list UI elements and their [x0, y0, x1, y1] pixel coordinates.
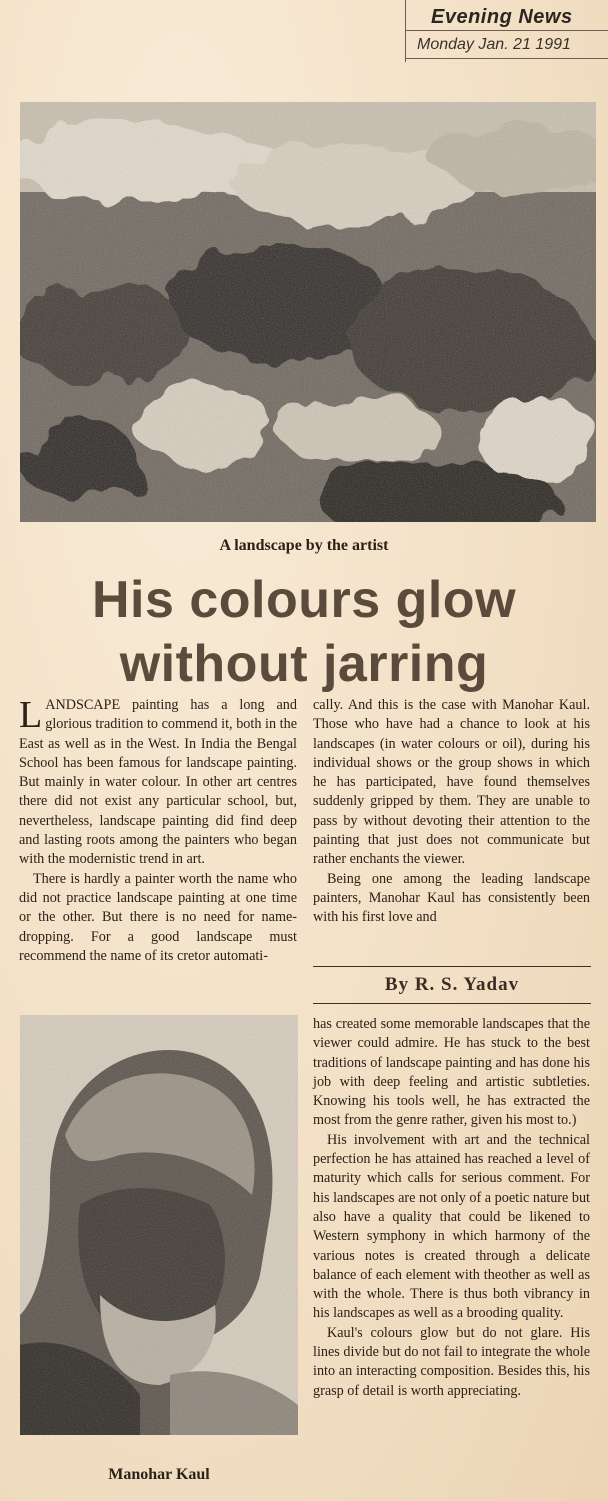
byline-rule-bottom — [313, 1003, 591, 1004]
headline-line-1: His colours glow — [91, 571, 517, 629]
landscape-photo — [20, 102, 596, 522]
paragraph-5: Kaul's colours glow but do not glare. His lines divide but do not fail to integrate the whole into an interacting composition. Besides this, his grasp of detail is worth appreciating. — [313, 1324, 590, 1399]
newspaper-name: Evening News — [431, 6, 573, 28]
paragraph-1-text: ANDSCAPE painting has a long and glorious tradition to commend it, both in the East as well as in the West. In India the Bengal School has been famous for landscape painting. But mainly in water colour. In other art centres there did not exist any particular school, but, nevertheless, landscape painting did find deep and lasting roots among the painters who began with the modernistic trend in art. — [19, 697, 297, 868]
portrait-image — [20, 1015, 298, 1435]
paragraph-3-continued: has created some memorable landscapes that the viewer could admire. He has stuck to the best traditions of landscape painting and has done his job with deep feeling and artistic subtleties. Knowing his tools well, he has extracted the most from the genre rather, given his most to.) — [313, 1016, 590, 1129]
image-caption: A landscape by the artist — [219, 537, 389, 554]
landscape-painting-image — [20, 102, 596, 522]
article-column-right-bottom — [313, 1015, 590, 1401]
paragraph-1 — [19, 696, 297, 870]
masthead-rule-vertical — [405, 0, 406, 62]
masthead — [405, 0, 608, 70]
article-column-right-top — [313, 696, 590, 928]
byline-rule-top — [313, 966, 591, 967]
drop-cap: L — [19, 694, 43, 736]
article-column-left — [19, 696, 297, 966]
byline: By R. S. Yadav — [384, 974, 520, 995]
headline-line-2: without jarring — [119, 635, 489, 693]
paragraph-3-start: Being one among the leading landscape painters, Manohar Kaul has consistently been with his first love and — [313, 870, 590, 926]
paragraph-4: His involvement with art and the technical perfection he has attained has reached a level of maturity which calls for serious comment. For his landscapes are not only of a poetic nature but also have a quality that could be likened to Western symphony in which harmony of the various notes is created through a delicate balance of each element with theother as well as with the whole. There is thus both vibrancy in his landscapes as well as a brooding quality. — [313, 1131, 590, 1322]
publication-date: Monday Jan. 21 1991 — [417, 36, 571, 53]
masthead-rule-bottom — [405, 58, 608, 59]
artist-portrait-photo — [20, 1015, 298, 1435]
paragraph-2-start: There is hardly a painter worth the name who did not practice landscape painting at one time or the other. But there is no need for name-dropping. For a good landscape must recommend the name of its cretor automati- — [19, 870, 297, 964]
masthead-rule-top — [405, 30, 608, 31]
paragraph-2-continued: cally. And this is the case with Manohar Kaul. Those who have had a chance to look at his landscapes (in water colours or oil), during his individual shows or the group shows in which he has participated, have found themselves suddenly gripped by them. They are unable to pass by without devoting their attention to the painting that just does not communicate but rather enchants the viewer. — [313, 697, 590, 868]
portrait-caption: Manohar Kaul — [108, 1466, 210, 1483]
